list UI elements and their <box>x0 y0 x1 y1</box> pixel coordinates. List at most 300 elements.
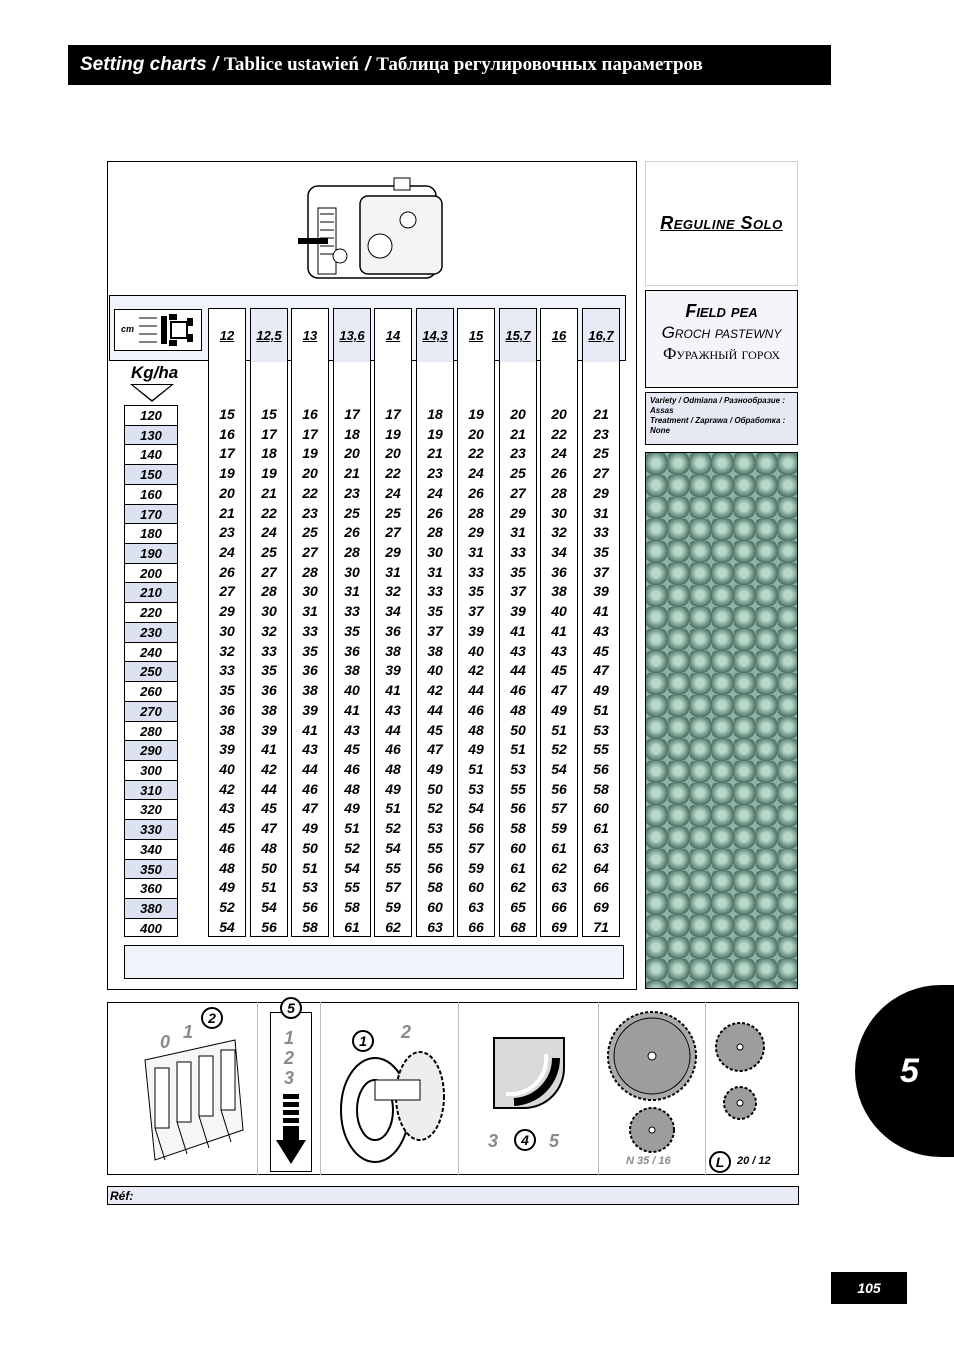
value-cell: 49 <box>593 682 609 699</box>
kgha-cell: 140 <box>125 445 177 465</box>
kgha-cell: 170 <box>125 505 177 525</box>
value-cell: 33 <box>344 603 360 620</box>
value-cell: 17 <box>261 425 277 442</box>
value-cell: 19 <box>427 425 443 442</box>
crop-name-ru: Фуражный горох <box>662 344 781 363</box>
value-cell: 69 <box>551 918 567 935</box>
value-cell: 62 <box>510 879 526 896</box>
value-cell: 54 <box>261 898 277 915</box>
value-cell: 63 <box>551 879 567 896</box>
value-cell: 47 <box>427 741 443 758</box>
kgha-cell: 310 <box>125 781 177 801</box>
value-cell: 43 <box>219 800 235 817</box>
value-cell: 21 <box>261 484 277 501</box>
value-cell: 51 <box>385 800 401 817</box>
column-header: 13 <box>302 328 318 343</box>
value-cell: 21 <box>344 465 360 482</box>
value-cell: 58 <box>427 879 443 896</box>
value-cell: 52 <box>344 839 360 856</box>
value-cell: 53 <box>593 721 609 738</box>
kgha-cell: 210 <box>125 583 177 603</box>
value-cell: 61 <box>344 918 360 935</box>
column-header: 14,3 <box>417 309 453 362</box>
kgha-cell: 130 <box>125 426 177 446</box>
value-cell: 22 <box>385 465 401 482</box>
value-cell: 45 <box>593 642 609 659</box>
value-column <box>416 308 454 937</box>
value-cell: 28 <box>551 484 567 501</box>
kgha-cell: 160 <box>125 485 177 505</box>
value-cell: 47 <box>261 820 277 837</box>
value-column <box>333 308 371 937</box>
value-cell: 19 <box>385 425 401 442</box>
value-column <box>499 308 537 937</box>
column-header: 15 <box>468 328 484 343</box>
value-cell: 25 <box>302 524 318 541</box>
value-cell: 26 <box>427 504 443 521</box>
value-cell: 54 <box>219 918 235 935</box>
value-cell: 30 <box>302 583 318 600</box>
kgha-cell: 180 <box>125 524 177 544</box>
value-cell: 51 <box>551 721 567 738</box>
value-cell: 58 <box>593 780 609 797</box>
value-column <box>250 308 288 937</box>
variety-box <box>645 392 798 445</box>
value-cell: 40 <box>468 642 484 659</box>
value-cell: 31 <box>344 583 360 600</box>
value-cell: 37 <box>593 563 609 580</box>
value-cell: 20 <box>219 484 235 501</box>
value-cell: 58 <box>510 820 526 837</box>
value-cell: 56 <box>551 780 567 797</box>
value-cell: 60 <box>593 800 609 817</box>
value-cell: 54 <box>385 839 401 856</box>
value-cell: 31 <box>468 544 484 561</box>
value-cell: 66 <box>551 898 567 915</box>
value-cell: 36 <box>302 662 318 679</box>
value-cell: 42 <box>261 760 277 777</box>
value-cell: 53 <box>468 780 484 797</box>
kgha-cell: 260 <box>125 682 177 702</box>
value-cell: 58 <box>344 898 360 915</box>
value-cell: 48 <box>468 721 484 738</box>
value-cell: 35 <box>344 622 360 639</box>
value-column <box>457 308 495 937</box>
treatment-value: None <box>650 426 670 435</box>
value-cell: 36 <box>385 622 401 639</box>
value-cell: 27 <box>510 484 526 501</box>
value-cell: 48 <box>261 839 277 856</box>
column-header: 14 <box>385 328 401 343</box>
arrow-down-icon <box>276 1092 306 1168</box>
value-cell: 51 <box>510 741 526 758</box>
value-cell: 28 <box>468 504 484 521</box>
value-cell: 45 <box>219 820 235 837</box>
title-separator: / <box>212 54 218 75</box>
value-cell: 30 <box>261 603 277 620</box>
value-cell: 20 <box>302 465 318 482</box>
value-cell: 38 <box>219 721 235 738</box>
dial-position-circle: 4 <box>514 1129 536 1151</box>
value-cell: 43 <box>302 741 318 758</box>
value-cell: 46 <box>385 741 401 758</box>
value-cell: 33 <box>468 563 484 580</box>
column-header: 12,5 <box>251 309 287 362</box>
value-cell: 38 <box>261 701 277 718</box>
value-cell: 52 <box>551 741 567 758</box>
value-cell: 45 <box>551 662 567 679</box>
value-cell: 24 <box>468 465 484 482</box>
value-column <box>208 308 246 937</box>
value-cell: 17 <box>302 425 318 442</box>
value-cell: 51 <box>302 859 318 876</box>
value-cell: 41 <box>551 622 567 639</box>
value-cell: 18 <box>427 406 443 422</box>
value-cell: 24 <box>427 484 443 501</box>
value-cell: 28 <box>427 524 443 541</box>
value-cell: 32 <box>261 622 277 639</box>
value-cell: 65 <box>510 898 526 915</box>
seed-spacing-icon: cm <box>114 309 202 351</box>
value-cell: 20 <box>344 445 360 462</box>
value-cell: 45 <box>261 800 277 817</box>
value-cell: 36 <box>344 642 360 659</box>
kgha-cell: 270 <box>125 702 177 722</box>
down-arrow-icon <box>130 384 174 402</box>
value-cell: 21 <box>219 504 235 521</box>
value-cell: 48 <box>385 760 401 777</box>
title-en: Setting charts <box>80 54 207 75</box>
value-cell: 23 <box>219 524 235 541</box>
value-cell: 49 <box>344 800 360 817</box>
value-column <box>291 308 329 937</box>
value-cell: 34 <box>385 603 401 620</box>
value-cell: 39 <box>261 721 277 738</box>
value-cell: 60 <box>510 839 526 856</box>
value-cell: 55 <box>427 839 443 856</box>
machine-name: Reguline Solo <box>645 161 798 286</box>
value-cell: 48 <box>219 859 235 876</box>
value-cell: 43 <box>551 642 567 659</box>
kgha-cell: 120 <box>125 406 177 426</box>
value-cell: 35 <box>302 642 318 659</box>
value-cell: 60 <box>427 898 443 915</box>
value-cell: 40 <box>219 760 235 777</box>
value-cell: 44 <box>427 701 443 718</box>
value-cell: 50 <box>427 780 443 797</box>
value-cell: 26 <box>219 563 235 580</box>
value-cell: 31 <box>510 524 526 541</box>
value-cell: 44 <box>385 721 401 738</box>
value-cell: 59 <box>551 820 567 837</box>
value-cell: 26 <box>468 484 484 501</box>
kgha-cell: 340 <box>125 840 177 860</box>
value-cell: 23 <box>302 504 318 521</box>
value-cell: 25 <box>385 504 401 521</box>
value-cell: 54 <box>344 859 360 876</box>
value-cell: 45 <box>427 721 443 738</box>
value-cell: 47 <box>302 800 318 817</box>
value-cell: 17 <box>219 445 235 462</box>
value-cell: 16 <box>302 406 318 422</box>
variety-value: Assas <box>650 406 674 415</box>
value-cell: 66 <box>593 879 609 896</box>
value-cell: 31 <box>385 563 401 580</box>
value-cell: 49 <box>427 760 443 777</box>
crop-name-box <box>645 290 798 388</box>
value-cell: 69 <box>593 898 609 915</box>
value-cell: 42 <box>219 780 235 797</box>
value-cell: 28 <box>344 544 360 561</box>
value-cell: 18 <box>261 445 277 462</box>
value-cell: 42 <box>427 682 443 699</box>
value-cell: 22 <box>302 484 318 501</box>
gear-l-label: 20 / 12 <box>737 1155 771 1167</box>
value-cell: 39 <box>510 603 526 620</box>
kgha-cell: 250 <box>125 662 177 682</box>
value-cell: 47 <box>551 682 567 699</box>
column-header: 16 <box>551 328 567 343</box>
value-cell: 56 <box>261 918 277 935</box>
value-cell: 39 <box>385 662 401 679</box>
column-header: 13,6 <box>334 309 370 362</box>
value-cell: 55 <box>344 879 360 896</box>
value-cell: 55 <box>385 859 401 876</box>
value-cell: 52 <box>385 820 401 837</box>
value-cell: 30 <box>344 563 360 580</box>
value-cell: 30 <box>219 622 235 639</box>
value-cell: 22 <box>261 504 277 521</box>
value-cell: 25 <box>593 445 609 462</box>
kgha-cell: 150 <box>125 465 177 485</box>
value-cell: 61 <box>593 820 609 837</box>
kgha-cell: 360 <box>125 879 177 899</box>
value-cell: 39 <box>593 583 609 600</box>
kgha-cell: 290 <box>125 741 177 761</box>
value-cell: 55 <box>593 741 609 758</box>
value-cell: 59 <box>468 859 484 876</box>
seed-wheel-illustration <box>330 1040 455 1170</box>
kgha-cell: 320 <box>125 800 177 820</box>
value-cell: 23 <box>344 484 360 501</box>
gear-l-circle: L <box>709 1151 731 1173</box>
value-cell: 17 <box>344 406 360 422</box>
value-cell: 20 <box>551 406 567 422</box>
value-cell: 19 <box>261 465 277 482</box>
value-cell: 41 <box>261 741 277 758</box>
value-cell: 37 <box>427 622 443 639</box>
value-cell: 33 <box>427 583 443 600</box>
value-cell: 45 <box>344 741 360 758</box>
gear-n-illustration <box>604 1008 700 1158</box>
value-cell: 25 <box>261 544 277 561</box>
value-cell: 44 <box>468 682 484 699</box>
value-cell: 29 <box>468 524 484 541</box>
value-cell: 41 <box>344 701 360 718</box>
value-cell: 29 <box>219 603 235 620</box>
value-cell: 44 <box>510 662 526 679</box>
value-cell: 35 <box>261 662 277 679</box>
unit-label: Kg/ha <box>131 363 179 382</box>
value-cell: 41 <box>302 721 318 738</box>
title-pl: Tablice ustawień <box>223 54 359 75</box>
value-cell: 43 <box>593 622 609 639</box>
value-cell: 49 <box>302 820 318 837</box>
value-cell: 25 <box>344 504 360 521</box>
title-ru: Таблица регулировочных параметров <box>376 54 703 75</box>
kgha-cell: 220 <box>125 603 177 623</box>
value-cell: 41 <box>385 682 401 699</box>
value-cell: 41 <box>510 622 526 639</box>
value-cell: 51 <box>468 760 484 777</box>
value-cell: 33 <box>261 642 277 659</box>
value-cell: 55 <box>510 780 526 797</box>
value-cell: 42 <box>468 662 484 679</box>
value-cell: 31 <box>302 603 318 620</box>
column-header: 16,7 <box>583 309 619 362</box>
value-cell: 22 <box>468 445 484 462</box>
reference-label: Réf: <box>110 1189 134 1203</box>
value-cell: 38 <box>551 583 567 600</box>
kgha-cell: 190 <box>125 544 177 564</box>
dial-illustration <box>484 1028 568 1112</box>
value-cell: 21 <box>593 406 609 422</box>
kgha-cell: 400 <box>140 920 162 936</box>
value-cell: 27 <box>385 524 401 541</box>
value-cell: 23 <box>510 445 526 462</box>
variety-label: Variety / Odmiana / Разнообразие : <box>650 396 786 405</box>
value-cell: 51 <box>261 879 277 896</box>
crop-name-en: Field pea <box>685 301 758 321</box>
value-cell: 56 <box>593 760 609 777</box>
value-cell: 19 <box>468 406 484 422</box>
value-cell: 33 <box>593 524 609 541</box>
page-number: 105 <box>831 1272 907 1304</box>
value-cell: 38 <box>385 642 401 659</box>
value-cell: 24 <box>219 544 235 561</box>
value-cell: 26 <box>344 524 360 541</box>
value-cell: 29 <box>510 504 526 521</box>
value-cell: 20 <box>468 425 484 442</box>
crop-name-pl: Groch pastewny <box>661 323 782 342</box>
value-cell: 30 <box>551 504 567 521</box>
value-cell: 30 <box>427 544 443 561</box>
value-cell: 21 <box>427 445 443 462</box>
value-cell: 17 <box>385 406 401 422</box>
value-cell: 51 <box>344 820 360 837</box>
value-cell: 56 <box>468 820 484 837</box>
value-cell: 24 <box>385 484 401 501</box>
value-cell: 63 <box>468 898 484 915</box>
value-cell: 19 <box>219 465 235 482</box>
flap-position-circle: 2 <box>201 1007 223 1029</box>
value-cell: 36 <box>219 701 235 718</box>
value-cell: 38 <box>427 642 443 659</box>
value-column <box>540 308 578 937</box>
tractor-icon <box>135 312 199 348</box>
value-cell: 21 <box>510 425 526 442</box>
kgha-cell: 300 <box>125 761 177 781</box>
value-cell: 49 <box>468 741 484 758</box>
value-cell: 37 <box>510 583 526 600</box>
value-cell: 61 <box>510 859 526 876</box>
value-cell: 53 <box>510 760 526 777</box>
value-cell: 64 <box>593 859 609 876</box>
value-cell: 43 <box>385 701 401 718</box>
value-cell: 41 <box>593 603 609 620</box>
value-cell: 24 <box>551 445 567 462</box>
value-cell: 27 <box>219 583 235 600</box>
value-cell: 26 <box>551 465 567 482</box>
value-cell: 58 <box>302 918 318 935</box>
value-cell: 20 <box>385 445 401 462</box>
kgha-cell: 330 <box>125 820 177 840</box>
value-cell: 48 <box>344 780 360 797</box>
value-cell: 49 <box>219 879 235 896</box>
gear-n-label: N 35 / 16 <box>626 1155 671 1167</box>
column-header: 12 <box>219 328 235 343</box>
value-cell: 28 <box>302 563 318 580</box>
value-cell: 50 <box>302 839 318 856</box>
value-cell: 15 <box>219 406 235 422</box>
value-cell: 48 <box>510 701 526 718</box>
value-cell: 35 <box>593 544 609 561</box>
value-column <box>582 308 620 937</box>
kgha-column <box>124 405 178 937</box>
value-cell: 29 <box>593 484 609 501</box>
value-column <box>374 308 412 937</box>
value-cell: 46 <box>510 682 526 699</box>
value-cell: 27 <box>302 544 318 561</box>
section-tab: 5 <box>855 985 954 1157</box>
value-cell: 23 <box>427 465 443 482</box>
value-cell: 40 <box>551 603 567 620</box>
value-cell: 44 <box>261 780 277 797</box>
value-cell: 54 <box>468 800 484 817</box>
kgha-cell: 240 <box>125 643 177 663</box>
value-cell: 34 <box>551 544 567 561</box>
value-cell: 39 <box>219 741 235 758</box>
value-cell: 56 <box>427 859 443 876</box>
value-cell: 46 <box>219 839 235 856</box>
treatment-label: Treatment / Zaprawa / Обработка : <box>650 416 786 425</box>
value-cell: 54 <box>551 760 567 777</box>
value-cell: 39 <box>302 701 318 718</box>
value-cell: 59 <box>385 898 401 915</box>
value-cell: 35 <box>219 682 235 699</box>
value-cell: 62 <box>551 859 567 876</box>
value-cell: 46 <box>468 701 484 718</box>
field-pea-photo <box>645 452 798 989</box>
value-cell: 35 <box>427 603 443 620</box>
value-cell: 57 <box>551 800 567 817</box>
value-cell: 37 <box>468 603 484 620</box>
value-cell: 33 <box>510 544 526 561</box>
value-cell: 68 <box>510 918 526 935</box>
value-cell: 43 <box>344 721 360 738</box>
value-cell: 40 <box>427 662 443 679</box>
title-separator-2: / <box>364 54 371 75</box>
value-cell: 71 <box>593 918 609 935</box>
value-cell: 46 <box>344 760 360 777</box>
value-cell: 19 <box>302 445 318 462</box>
value-cell: 56 <box>302 898 318 915</box>
value-cell: 18 <box>344 425 360 442</box>
value-cell: 27 <box>593 465 609 482</box>
value-cell: 24 <box>261 524 277 541</box>
value-cell: 31 <box>593 504 609 521</box>
value-cell: 49 <box>385 780 401 797</box>
